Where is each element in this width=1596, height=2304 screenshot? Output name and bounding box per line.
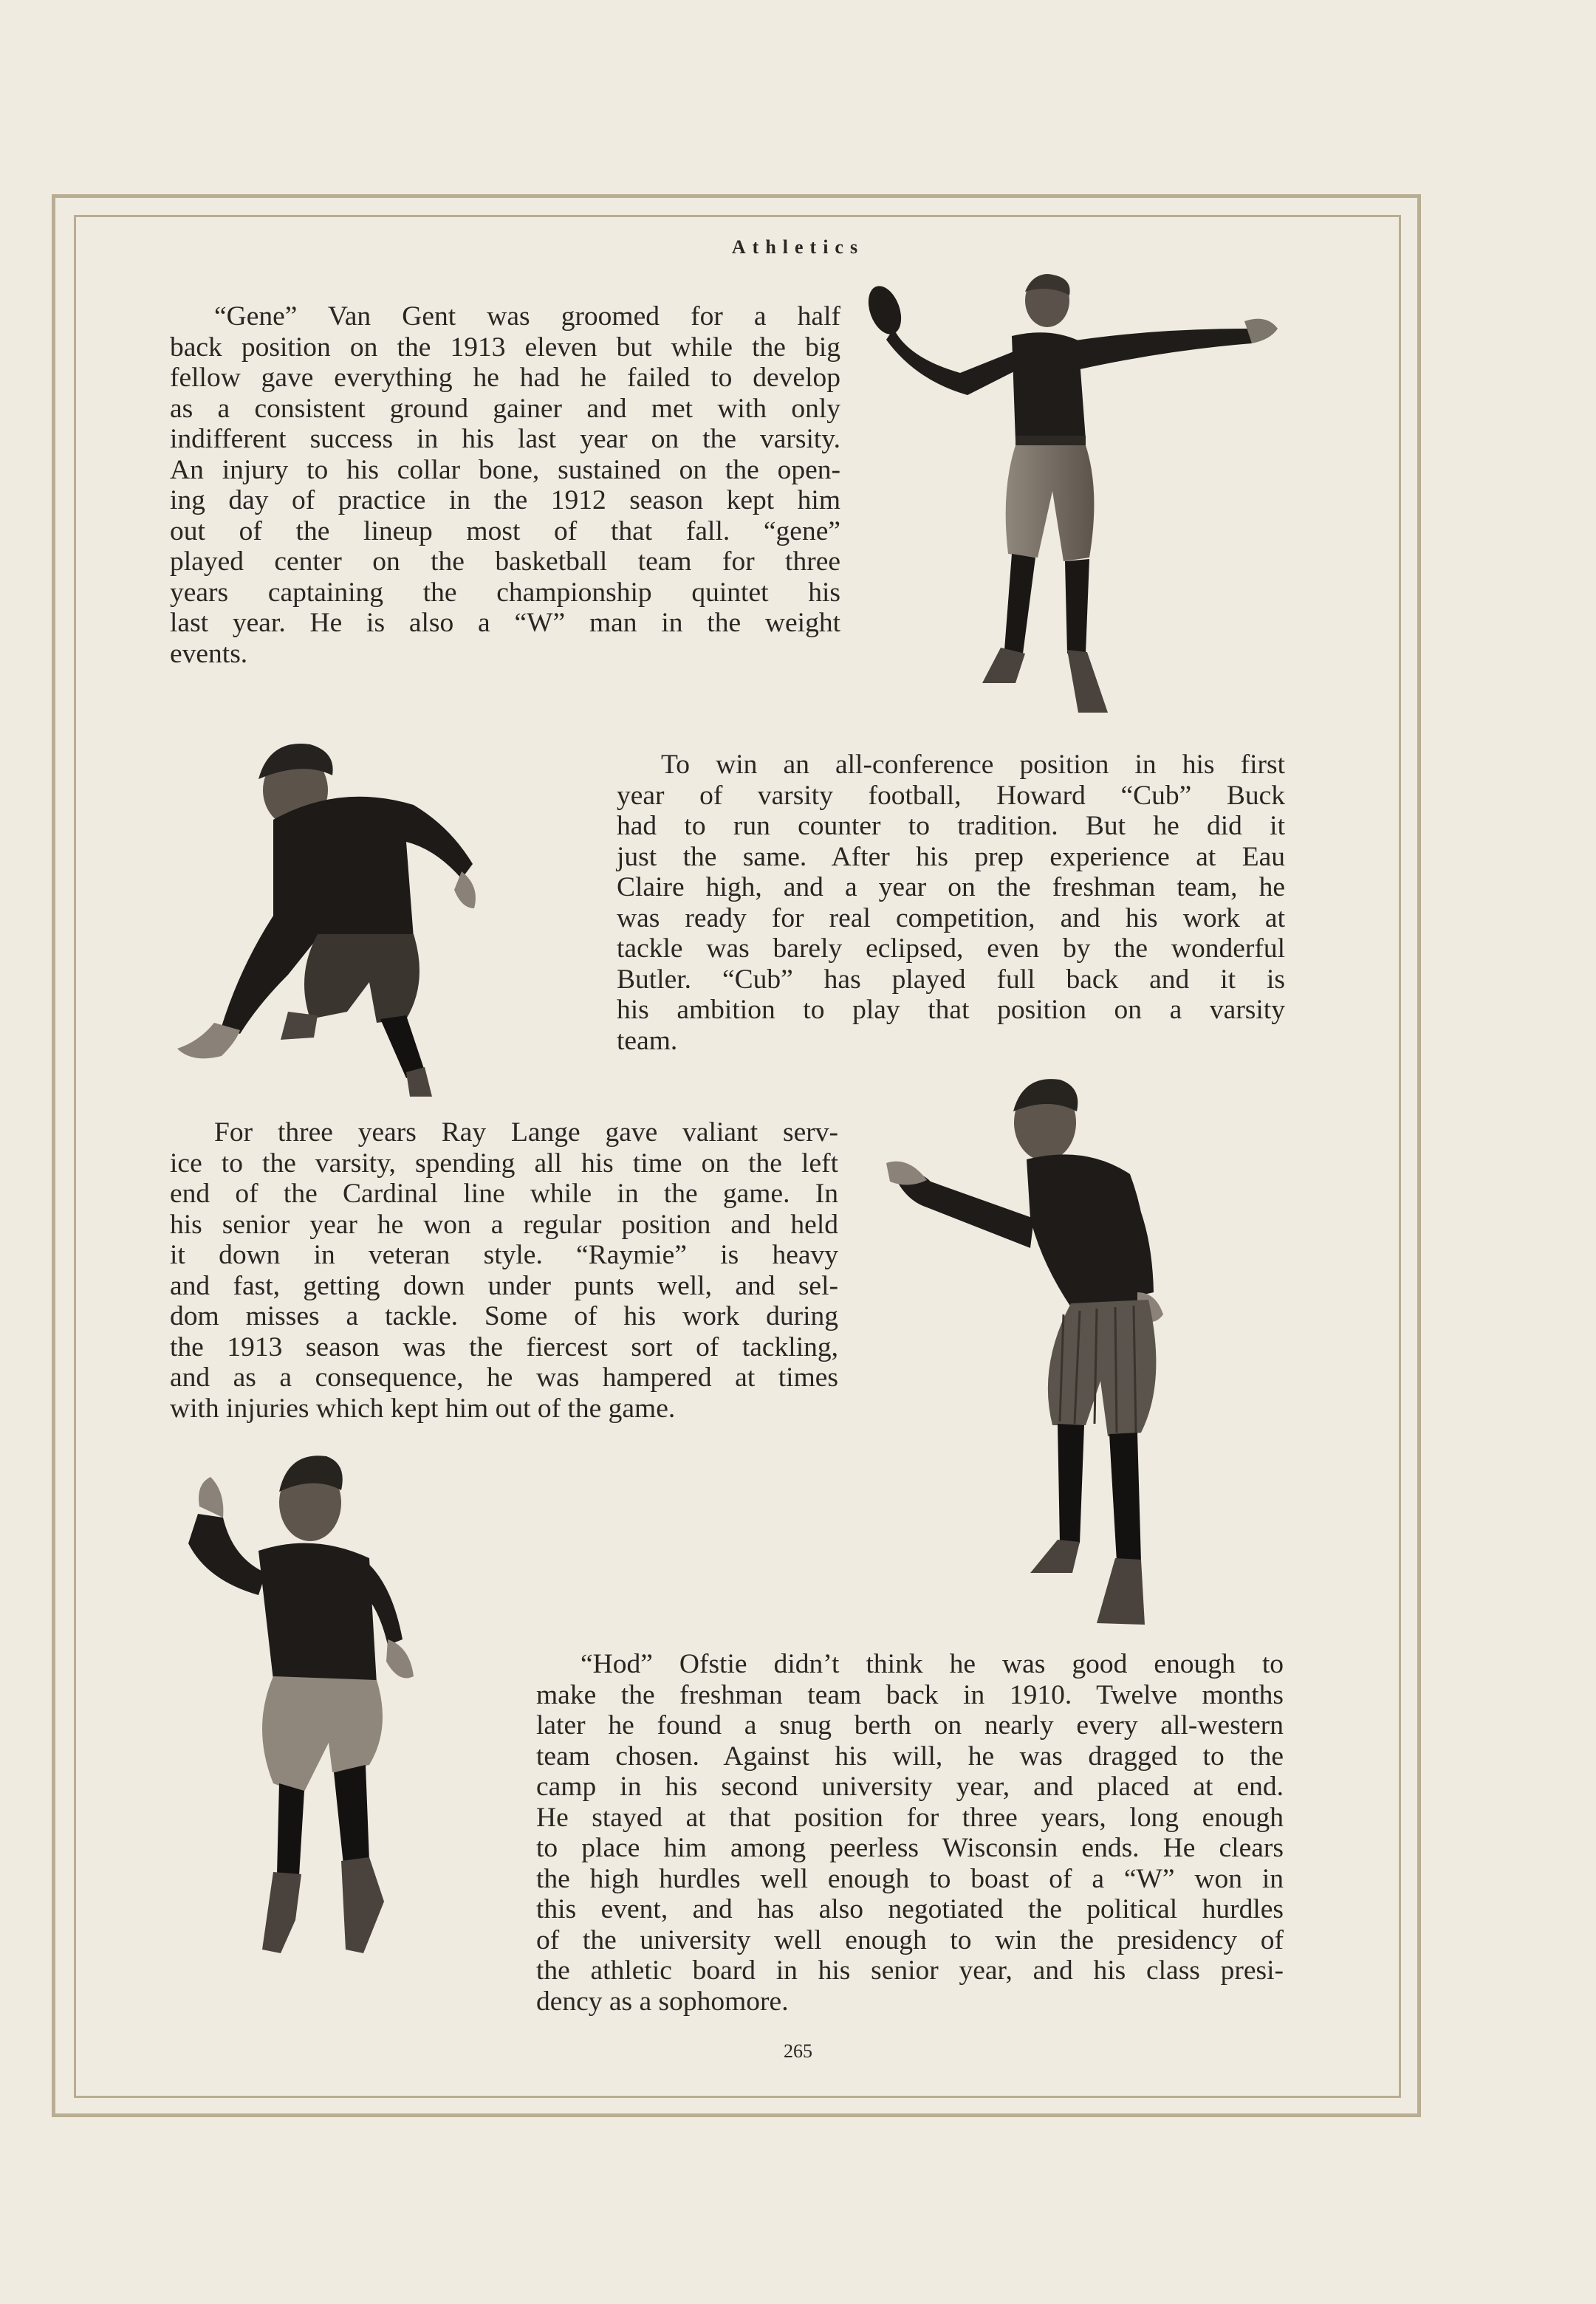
text-line: camp in his second university year, and placed at end.	[536, 1772, 1284, 1802]
running-head: Athletics	[731, 236, 865, 258]
text-line: back position on the 1913 eleven but while the big	[170, 332, 840, 363]
photo-van-gent-throwing	[864, 270, 1285, 724]
text-line: dency as a sophomore.	[536, 1986, 789, 2017]
paragraph-lange	[170, 1117, 838, 1424]
text-line: years captaining the championship quintet his	[170, 577, 840, 608]
text-line: He stayed at that position for three years, long enough	[536, 1802, 1284, 1833]
text-line: fellow gave everything he had he failed to develop	[170, 363, 840, 393]
text-line: Butler. “Cub” has played full back and it is	[617, 964, 1285, 995]
text-line: Claire high, and a year on the freshman team, he	[617, 872, 1285, 902]
paragraph-van-gent	[170, 301, 840, 669]
text-line: the 1913 season was the fiercest sort of tackling,	[170, 1331, 838, 1362]
text-line: this event, and has also negotiated the political hurdles	[536, 1894, 1284, 1924]
text-line: An injury to his collar bone, sustained on the open-	[170, 454, 840, 485]
text-line: it down in veteran style. “Raymie” is heavy	[170, 1240, 838, 1270]
text-line: just the same. After his prep experience at Eau	[617, 841, 1285, 872]
text-line: had to run counter to tradition. But he did it	[617, 811, 1285, 841]
text-line: out of the lineup most of that fall. “gene”	[170, 515, 840, 546]
text-line: was ready for real competition, and his work at	[617, 902, 1285, 933]
text-line: later he found a snug berth on nearly every all-western	[536, 1710, 1284, 1741]
text-line: played center on the basketball team for three	[170, 546, 840, 577]
text-line: “Hod” Ofstie didn’t think he was good enough to	[580, 1649, 1284, 1679]
text-line: team chosen. Against his will, he was dragged to the	[536, 1741, 1284, 1772]
text-line: “Gene” Van Gent was groomed for a half	[214, 301, 840, 332]
page-number: 265	[784, 2040, 812, 2062]
text-line: with injuries which kept him out of the game.	[170, 1393, 676, 1424]
text-line: make the freshman team back in 1910. Twelve months	[536, 1679, 1284, 1710]
text-line: events.	[170, 638, 248, 669]
player-figure-illustration	[864, 270, 1285, 724]
text-line: and fast, getting down under punts well, and sel-	[170, 1270, 838, 1301]
text-line: To win an all-conference position in his first	[661, 750, 1285, 780]
player-figure-illustration	[170, 731, 554, 1100]
paragraph-buck	[617, 750, 1285, 1056]
text-line: as a consistent ground gainer and met with only	[170, 393, 840, 424]
photo-ofstie-running	[170, 1447, 495, 2012]
text-line: last year. He is also a “W” man in the weight	[170, 608, 840, 638]
text-line: dom misses a tackle. Some of his work during	[170, 1301, 838, 1331]
text-line: and as a consequence, he was hampered at times	[170, 1362, 838, 1393]
text-line: indifferent success in his last year on the varsity.	[170, 424, 840, 454]
text-line: to place him among peerless Wisconsin ends. He clears	[536, 1833, 1284, 1863]
text-line: of the university well enough to win the presidency of	[536, 1924, 1284, 1955]
paragraph-ofstie	[536, 1649, 1284, 2017]
text-line: the athletic board in his senior year, and his class presi-	[536, 1955, 1284, 1986]
text-line: team.	[617, 1025, 678, 1056]
text-line: his ambition to play that position on a varsity	[617, 995, 1285, 1025]
photo-lange-stance	[886, 1071, 1285, 1632]
text-line: ice to the varsity, spending all his time on the left	[170, 1148, 838, 1179]
text-line: For three years Ray Lange gave valiant serv-	[214, 1117, 838, 1148]
player-figure-illustration	[170, 1447, 495, 2012]
text-line: his senior year he won a regular position and held	[170, 1209, 838, 1240]
text-line: tackle was barely eclipsed, even by the wonderful	[617, 933, 1285, 964]
text-line: end of the Cardinal line while in the game. In	[170, 1179, 838, 1209]
player-figure-illustration	[886, 1071, 1285, 1632]
text-line: the high hurdles well enough to boast of a “W” won in	[536, 1863, 1284, 1894]
photo-buck-crouching	[170, 731, 554, 1100]
text-line: year of varsity football, Howard “Cub” Buck	[617, 780, 1285, 811]
text-line: ing day of practice in the 1912 season kept him	[170, 485, 840, 515]
